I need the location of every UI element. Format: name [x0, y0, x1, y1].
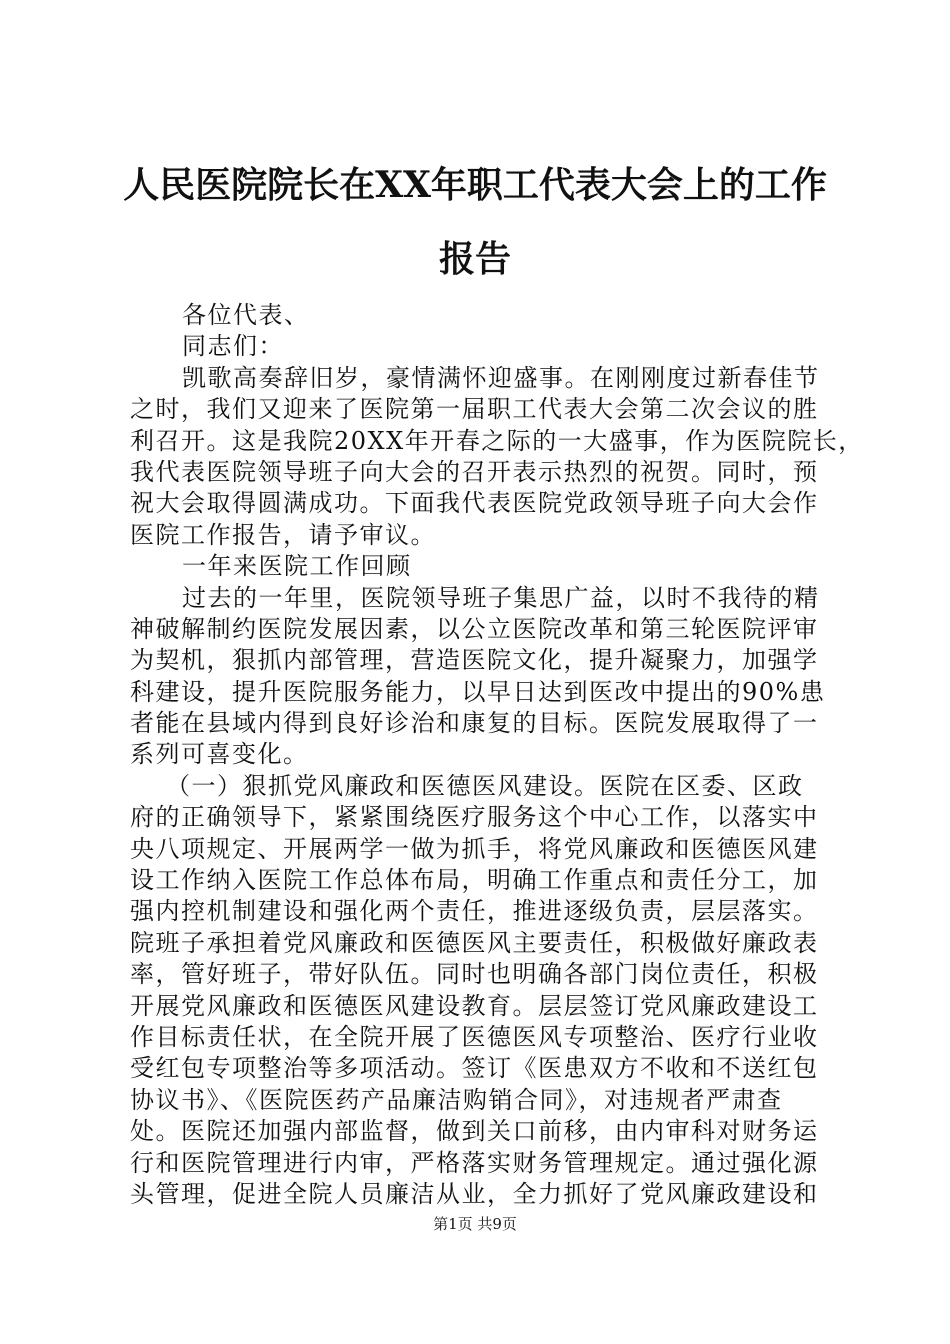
body-line: 府的正确领导下，紧紧围绕医疗服务这个中心工作，以落实中	[130, 803, 819, 832]
subsection-heading-line: （一）狠抓党风廉政和医德医风建设。医院在区委、区政	[166, 771, 804, 800]
body-line: 者能在县域内得到良好诊治和康复的目标。医院发展取得了一	[130, 709, 819, 738]
body-line: 为契机，狠抓内部管理，营造医院文化，提升凝聚力，加强学	[130, 646, 819, 675]
body-line: 院班子承担着党风廉政和医德医风主要责任，积极做好廉政表	[130, 928, 819, 957]
salutation-line: 各位代表、	[182, 301, 310, 329]
body-line: 我代表医院领导班子向大会的召开表示热烈的祝贺。同时，预	[130, 457, 819, 486]
document-title-line-1: 人民医院院长在XX年职工代表大会上的工作	[123, 164, 827, 206]
body-line: 医院工作报告，请予审议。	[130, 520, 436, 549]
body-line: 处。医院还加强内部监督，做到关口前移，由内审科对财务运	[130, 1117, 819, 1146]
body-line: 之时，我们又迎来了医院第一届职工代表大会第二次会议的胜	[130, 395, 819, 424]
body-line: 强内控机制建设和强化两个责任，推进逐级负责，层层落实。	[130, 897, 819, 926]
body-line: 祝大会取得圆满成功。下面我代表医院党政领导班子向大会作	[130, 489, 819, 518]
document-body	[130, 300, 864, 1210]
section-heading: 一年来医院工作回顾	[182, 552, 412, 581]
body-line: 凯歌高奏辞旧岁，豪情满怀迎盛事。在刚刚度过新春佳节	[182, 363, 820, 392]
body-line: 受红包专项整治等多项活动。签订《医患双方不收和不送红包	[130, 1054, 819, 1083]
document-title-line-2: 报告	[438, 238, 511, 280]
page-number-footer: 第1页 共9页	[433, 1215, 517, 1233]
body-line: 科建设，提升医院服务能力，以早日达到医改中提出的90%患	[130, 677, 826, 706]
body-line: 行和医院管理进行内审，严格落实财务管理规定。通过强化源	[130, 1148, 819, 1177]
body-line: 设工作纳入医院工作总体布局，明确工作重点和责任分工，加	[130, 866, 819, 895]
body-line: 利召开。这是我院20XX年开春之际的一大盛事，作为医院院长，	[130, 426, 864, 455]
body-line: 开展党风廉政和医德医风建设教育。层层签订党风廉政建设工	[130, 991, 819, 1020]
body-line: 协议书》、《医院医药产品廉洁购销合同》，对违规者严肃查	[130, 1085, 783, 1114]
body-line: 头管理，促进全院人员廉洁从业，全力抓好了党风廉政建设和	[130, 1179, 819, 1208]
body-line: 神破解制约医院发展因素，以公立医院改革和第三轮医院评审	[130, 614, 819, 643]
body-line: 央八项规定、开展两学一做为抓手，将党风廉政和医德医风建	[130, 834, 819, 863]
body-line: 作目标责任状，在全院开展了医德医风专项整治、医疗行业收	[130, 1022, 819, 1051]
salutation-line: 同志们：	[182, 332, 284, 361]
body-line: 率，管好班子，带好队伍。同时也明确各部门岗位责任，积极	[130, 960, 819, 989]
body-line: 系列可喜变化。	[130, 740, 309, 769]
body-line: 过去的一年里，医院领导班子集思广益，以时不我待的精	[182, 583, 820, 612]
